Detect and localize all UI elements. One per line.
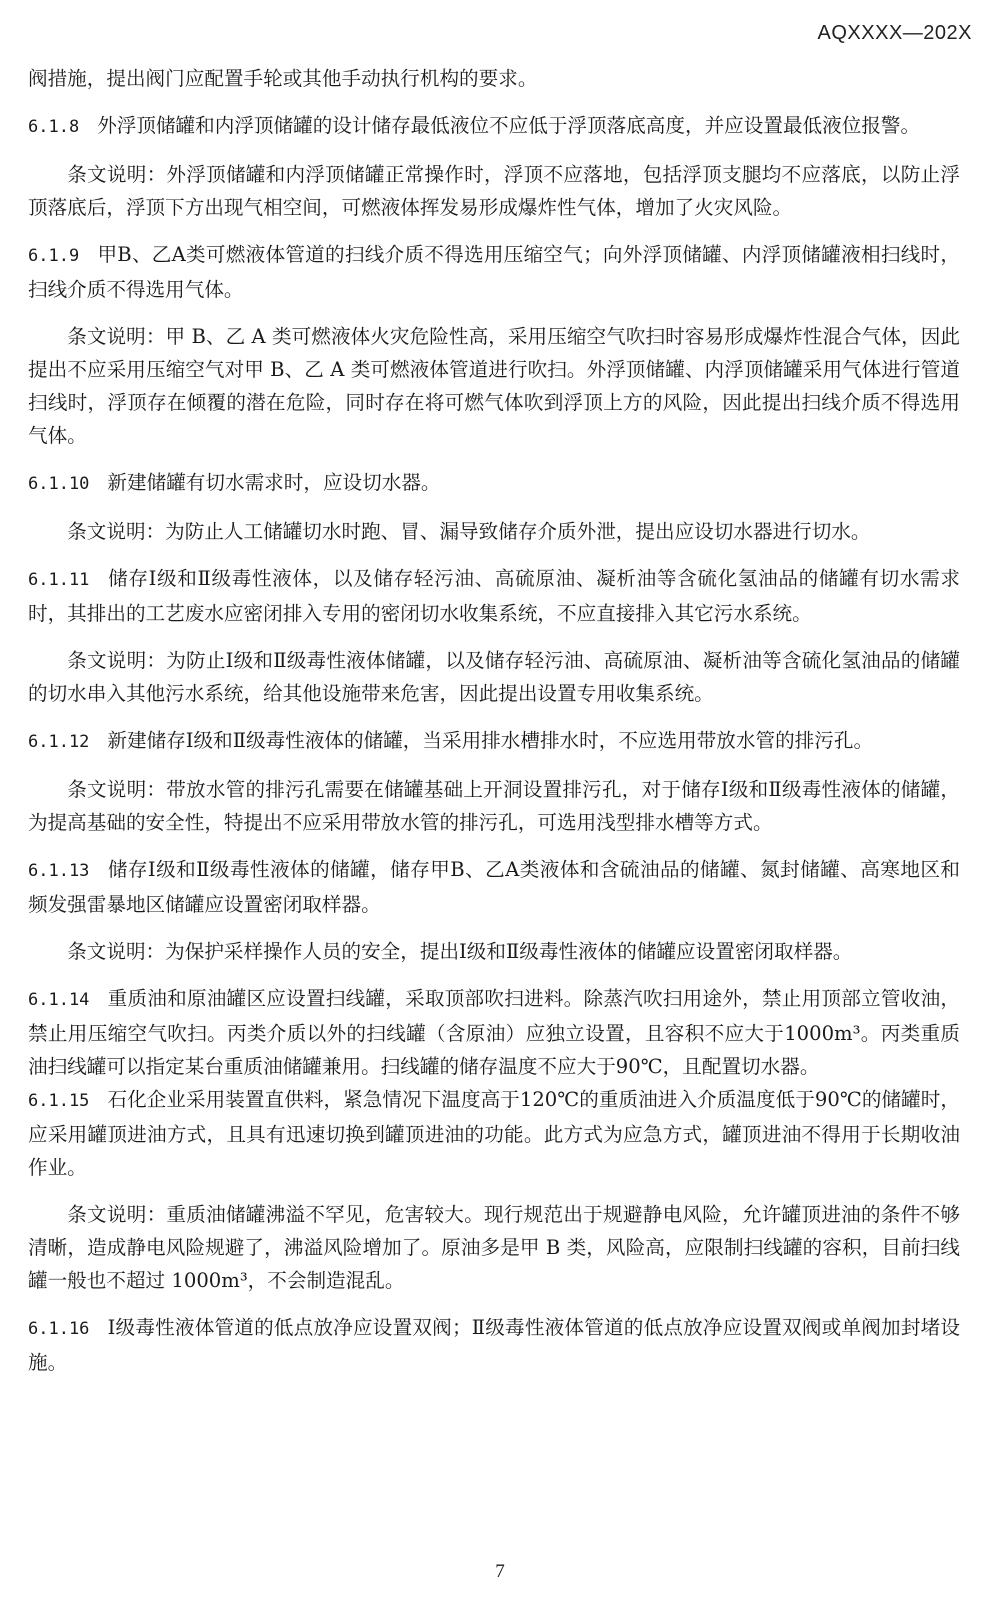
clause-number: 6.1.9 xyxy=(28,246,80,266)
document-body xyxy=(28,62,960,1379)
page-number: 7 xyxy=(495,1561,505,1582)
clause-text: 甲B、乙A类可燃液体管道的扫线介质不得选用压缩空气；向外浮顶储罐、内浮顶储罐液相扫线时，扫线介质不得选用气体。 xyxy=(28,243,960,301)
clause-number: 6.1.15 xyxy=(28,1091,90,1111)
clause-6-1-13 xyxy=(28,853,960,921)
clause-number: 6.1.8 xyxy=(28,117,80,137)
clause-6-1-14 xyxy=(28,982,960,1083)
clause-text: 石化企业采用装置直供料，紧急情况下温度高于120℃的重质油进入介质温度低于90℃的储罐时，应采用罐顶进油方式，且具有迅速切换到罐顶进油的功能。此方式为应急方式，罐顶进油不得用于长期收油作业。 xyxy=(28,1088,960,1179)
clause-6-1-11 xyxy=(28,562,960,630)
standard-code-header: AQXXXX—202X xyxy=(817,22,972,44)
clause-text: 新建储存Ⅰ级和Ⅱ级毒性液体的储罐，当采用排水槽排水时，不应选用带放水管的排污孔。 xyxy=(107,729,874,752)
clause-explanation: 条文说明：甲 B、乙 A 类可燃液体火灾危险性高，采用压缩空气吹扫时容易形成爆炸性混合气体，因此提出不应采用压缩空气对甲 B、乙 A 类可燃液体管道进行吹扫。外浮顶储罐、内浮顶储罐采用气体进行管道扫线时，浮顶存在倾覆的潜在危险，同时存在将可燃气体吹到浮顶上方的风险，因此提出扫线介质不得选用气体。 xyxy=(28,325,960,447)
clause-number: 6.1.10 xyxy=(28,474,90,494)
clause-number: 6.1.16 xyxy=(28,1319,90,1339)
clause-6-1-8 xyxy=(28,109,960,144)
clause-number: 6.1.14 xyxy=(28,990,90,1010)
clause-text: 储存Ⅰ级和Ⅱ级毒性液体，以及储存轻污油、高硫原油、凝析油等含硫化氢油品的储罐有切水需求时，其排出的工艺废水应密闭排入专用的密闭切水收集系统，不应直接排入其它污水系统。 xyxy=(28,567,960,625)
clause-6-1-16 xyxy=(28,1311,960,1379)
clause-explanation: 条文说明：为保护采样操作人员的安全，提出Ⅰ级和Ⅱ级毒性液体的储罐应设置密闭取样器。 xyxy=(67,940,853,963)
clause-text: 重质油和原油罐区应设置扫线罐，采取顶部吹扫进料。除蒸汽吹扫用途外，禁止用顶部立管收油，禁止用压缩空气吹扫。丙类介质以外的扫线罐（含原油）应独立设置，且容积不应大于1000m³。丙类重质油扫线罐可以指定某台重质油储罐兼用。扫线罐的储存温度不应大于90℃，且配置切水器。 xyxy=(28,987,960,1078)
continued-paragraph: 阀措施，提出阀门应配置手轮或其他手动执行机构的要求。 xyxy=(28,67,538,90)
clause-explanation: 条文说明：为防止Ⅰ级和Ⅱ级毒性液体储罐，以及储存轻污油、高硫原油、凝析油等含硫化氢油品的储罐的切水串入其他污水系统，给其他设施带来危害，因此提出设置专用收集系统。 xyxy=(28,649,960,705)
clause-text: 外浮顶储罐和内浮顶储罐的设计储存最低液位不应低于浮顶落底高度，并应设置最低液位报警。 xyxy=(97,114,921,137)
clause-explanation: 条文说明：为防止人工储罐切水时跑、冒、漏导致储存介质外泄，提出应设切水器进行切水。 xyxy=(67,520,871,543)
clause-text: 新建储罐有切水需求时，应设切水器。 xyxy=(107,471,441,494)
clause-text: Ⅰ级毒性液体管道的低点放净应设置双阀；Ⅱ级毒性液体管道的低点放净应设置双阀或单阀加封堵设施。 xyxy=(28,1316,960,1374)
clause-explanation: 条文说明：外浮顶储罐和内浮顶储罐正常操作时，浮顶不应落地，包括浮顶支腿均不应落底，以防止浮顶落底后，浮顶下方出现气相空间，可燃液体挥发易形成爆炸性气体，增加了火灾风险。 xyxy=(28,163,960,219)
clause-number: 6.1.13 xyxy=(28,861,90,881)
clause-6-1-15 xyxy=(28,1083,960,1184)
clause-number: 6.1.11 xyxy=(28,570,90,590)
clause-text: 储存Ⅰ级和Ⅱ级毒性液体的储罐，储存甲B、乙A类液体和含硫油品的储罐、氮封储罐、高寒地区和频发强雷暴地区储罐应设置密闭取样器。 xyxy=(28,858,960,916)
clause-6-1-9 xyxy=(28,238,960,306)
clause-explanation: 条文说明：带放水管的排污孔需要在储罐基础上开洞设置排污孔，对于储存Ⅰ级和Ⅱ级毒性液体的储罐，为提高基础的安全性，特提出不应采用带放水管的排污孔，可选用浅型排水槽等方式。 xyxy=(28,778,960,834)
clause-number: 6.1.12 xyxy=(28,732,90,752)
clause-explanation: 条文说明：重质油储罐沸溢不罕见，危害较大。现行规范出于规避静电风险，允许罐顶进油的条件不够清晰，造成静电风险规避了，沸溢风险增加了。原油多是甲 B 类，风险高，应限制扫线罐的容积，目前扫线罐一般也不超过 1000m³，不会制造混乱。 xyxy=(28,1203,960,1292)
clause-6-1-10 xyxy=(28,466,960,501)
clause-6-1-12 xyxy=(28,724,960,759)
